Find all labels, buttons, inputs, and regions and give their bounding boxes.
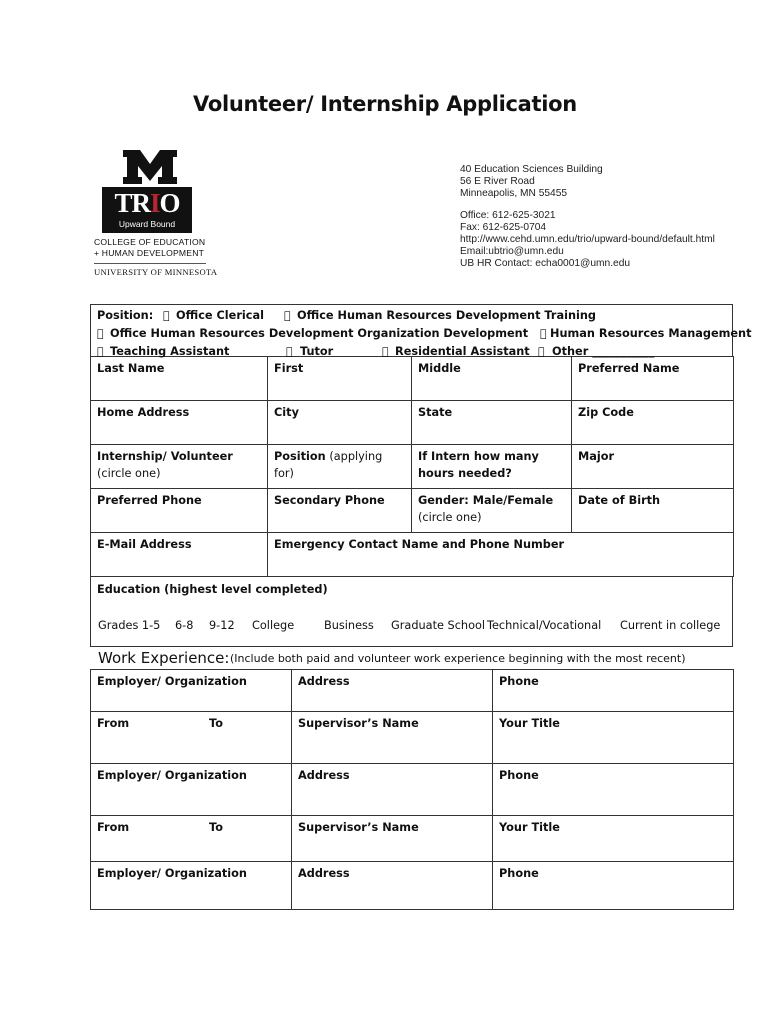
position-applying-label: Position: [274, 450, 326, 463]
middle-name-field[interactable]: Middle: [412, 357, 572, 401]
supervisor-field[interactable]: Supervisor’s Name: [292, 816, 493, 862]
from-label: From: [97, 821, 130, 834]
table-row: [91, 401, 734, 445]
level-9-12[interactable]: 9-12: [209, 619, 235, 632]
checkbox-hr-mgmt[interactable]: [540, 325, 547, 343]
position-label: Position:: [97, 309, 154, 322]
table-row: [91, 764, 734, 816]
to-label: To: [209, 717, 224, 730]
trio-logo: [92, 150, 218, 280]
employer-phone-field[interactable]: Phone: [493, 670, 734, 712]
work-experience-note: (Include both paid and volunteer work experience beginning with the most recent): [230, 652, 686, 665]
checkbox-hr-dev-training[interactable]: [284, 307, 291, 325]
employer-field[interactable]: Employer/ Organization: [91, 764, 292, 816]
position-section: [90, 304, 752, 358]
gender-label: Gender: Male/Female: [418, 494, 554, 507]
education-levels: [91, 619, 732, 636]
option-hr-dev-training: Office Human Resources Development Training: [297, 309, 597, 322]
checkbox-teaching-assistant[interactable]: [97, 343, 104, 361]
level-6-8[interactable]: 6-8: [175, 619, 194, 632]
option-residential-assistant: Residential Assistant: [395, 345, 530, 358]
checkbox-hr-dev-org[interactable]: [97, 325, 104, 343]
table-row: [91, 816, 734, 862]
table-row: [91, 862, 734, 910]
level-technical-vocational[interactable]: Technical/Vocational: [487, 619, 602, 632]
level-business[interactable]: Business: [324, 619, 374, 632]
employer-address-field[interactable]: Address: [292, 862, 493, 910]
hr-contact: UB HR Contact: echa0001@umn.edu: [460, 258, 631, 269]
checkbox-office-clerical[interactable]: [163, 307, 170, 325]
table-row: [91, 712, 734, 764]
your-title-field[interactable]: Your Title: [493, 816, 734, 862]
intern-hours-field[interactable]: If Intern how many hours needed?: [412, 445, 572, 489]
work-experience-header: [90, 647, 733, 669]
employer-address-field[interactable]: Address: [292, 670, 493, 712]
personal-info-table: [90, 356, 734, 577]
preferred-name-field[interactable]: Preferred Name: [572, 357, 734, 401]
logo-divider: [94, 263, 206, 264]
emergency-contact-field[interactable]: Emergency Contact Name and Phone Number: [268, 533, 734, 577]
work-experience-table: [90, 669, 734, 910]
table-row: [91, 357, 734, 401]
option-other: Other ___________: [552, 345, 655, 358]
office-phone: Office: 612-625-3021: [460, 210, 556, 221]
major-field[interactable]: Major: [572, 445, 734, 489]
page-title: Volunteer/ Internship Application: [193, 92, 577, 116]
last-name-field[interactable]: Last Name: [91, 357, 268, 401]
position-applying-field[interactable]: [268, 445, 412, 489]
intern-volunteer-field[interactable]: [91, 445, 268, 489]
employer-address-field[interactable]: Address: [292, 764, 493, 816]
level-current-in-college[interactable]: Current in college: [620, 619, 721, 632]
level-college[interactable]: College: [252, 619, 295, 632]
address-line-3: Minneapolis, MN 55455: [460, 188, 568, 199]
your-title-field[interactable]: Your Title: [493, 712, 734, 764]
address-line-1: 40 Education Sciences Building: [460, 164, 603, 175]
intern-volunteer-label: Internship/ Volunteer: [97, 450, 233, 463]
option-teaching-assistant: Teaching Assistant: [110, 345, 230, 358]
university-name: UNIVERSITY OF MINNESOTA: [94, 267, 218, 277]
zip-code-field[interactable]: Zip Code: [572, 401, 734, 445]
university-m-logo: [121, 150, 179, 184]
option-hr-mgmt: Human Resources Management: [550, 327, 752, 340]
option-hr-dev-org: Office Human Resources Development Organization Development: [110, 327, 529, 340]
state-field[interactable]: State: [412, 401, 572, 445]
employer-field[interactable]: Employer/ Organization: [91, 862, 292, 910]
trio-subtitle: Upward Bound: [118, 219, 176, 229]
checkbox-other[interactable]: [538, 343, 545, 361]
level-graduate-school[interactable]: Graduate School: [391, 619, 486, 632]
employer-phone-field[interactable]: Phone: [493, 764, 734, 816]
gender-field[interactable]: [412, 489, 572, 533]
website-link[interactable]: http://www.cehd.umn.edu/trio/upward-bound/default.html: [460, 234, 715, 245]
checkbox-tutor[interactable]: [286, 343, 293, 361]
checkbox-residential-assistant[interactable]: [382, 343, 389, 361]
first-name-field[interactable]: First: [268, 357, 412, 401]
college-line-1: COLLEGE OF EDUCATION: [94, 237, 206, 247]
trio-wordmark: TRIO: [114, 188, 180, 218]
education-title: Education (highest level completed): [97, 583, 328, 596]
from-to-field[interactable]: [91, 816, 292, 862]
email-field[interactable]: E-Mail Address: [91, 533, 268, 577]
date-of-birth-field[interactable]: Date of Birth: [572, 489, 734, 533]
contact-address: [460, 164, 715, 270]
preferred-phone-field[interactable]: Preferred Phone: [91, 489, 268, 533]
gender-circle-note: (circle one): [418, 511, 482, 524]
work-experience-title: Work Experience:: [98, 649, 230, 667]
employer-phone-field[interactable]: Phone: [493, 862, 734, 910]
city-field[interactable]: City: [268, 401, 412, 445]
supervisor-field[interactable]: Supervisor’s Name: [292, 712, 493, 764]
table-row: [91, 445, 734, 489]
to-label: To: [209, 821, 224, 834]
college-name: [94, 237, 205, 259]
application-form: [90, 304, 752, 910]
table-row: [91, 489, 734, 533]
from-label: From: [97, 717, 130, 730]
secondary-phone-field[interactable]: Secondary Phone: [268, 489, 412, 533]
level-grades-1-5[interactable]: Grades 1-5: [98, 619, 161, 632]
position-applying-note: (applying for): [274, 450, 383, 480]
fax-number: Fax: 612-625-0704: [460, 222, 547, 233]
option-office-clerical: Office Clerical: [176, 309, 264, 322]
circle-one-note: (circle one): [97, 467, 161, 480]
address-line-2: 56 E River Road: [460, 176, 535, 187]
option-tutor: Tutor: [300, 345, 334, 358]
trio-badge: [102, 187, 192, 233]
home-address-field[interactable]: Home Address: [91, 401, 268, 445]
from-to-field[interactable]: [91, 712, 292, 764]
college-line-2: + HUMAN DEVELOPMENT: [94, 248, 205, 258]
table-row: [91, 533, 734, 577]
email-link[interactable]: Email:ubtrio@umn.edu: [460, 246, 564, 257]
table-row: [91, 670, 734, 712]
employer-field[interactable]: Employer/ Organization: [91, 670, 292, 712]
education-section: [90, 577, 733, 647]
